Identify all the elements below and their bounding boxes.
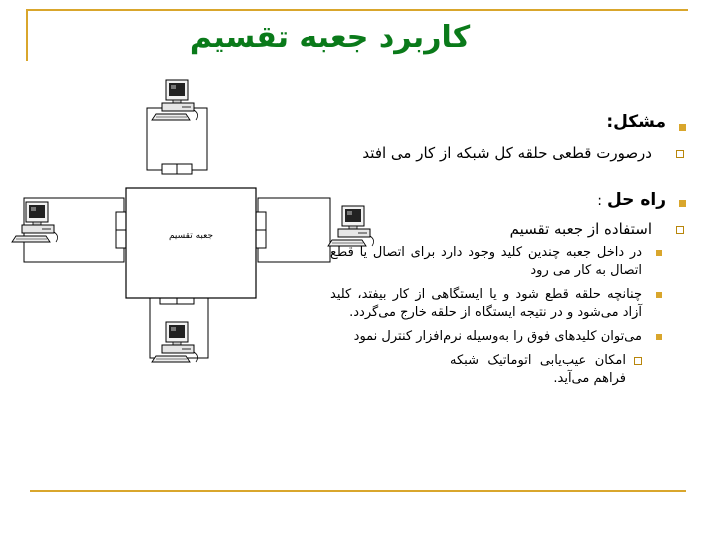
- sub-item: [330, 244, 686, 280]
- solution-heading: راه حل: [607, 190, 666, 210]
- final-item: [330, 352, 686, 388]
- bullet-hollow-icon: [676, 226, 684, 234]
- slide-title: کاربرد جعبه تقسیم: [189, 20, 471, 55]
- frame-bottom-line: [30, 490, 686, 492]
- bullet-square-icon: [656, 292, 662, 298]
- bullet-square-icon: [656, 250, 662, 256]
- hub-label: جعبه تقسیم: [168, 231, 214, 241]
- problem-text-row: [330, 142, 686, 190]
- bullet-hollow-icon: [634, 357, 642, 365]
- problem-row: [330, 112, 686, 142]
- loop-right: [258, 198, 330, 262]
- sub-item-text: چنانچه حلقه قطع شود و یا ایستگاهی از کار بیفتد، کلید آزاد می‌شود و در نتیجه ایستگاه از حلقه خارج می‌گردد.: [330, 287, 642, 320]
- bullet-square-icon: [679, 124, 686, 131]
- slide-content: [330, 112, 686, 388]
- solution-colon: :: [597, 193, 602, 209]
- final-item-text: امکان عیب‌یابی اتوماتیک شبکه فراهم می‌آید.: [450, 353, 626, 386]
- sub-item-text: می‌توان کلیدهای فوق را به‌وسیله نرم‌افزار کنترل نمود: [353, 329, 642, 344]
- computer-top: [152, 80, 198, 120]
- problem-text: درصورت قطعی حلقه کل شبکه از کار می افتد: [362, 144, 652, 162]
- solution-row: [330, 190, 686, 218]
- sub-item-text: در داخل جعبه چندین کلید وجود دارد برای اتصال یا قطع اتصال به کار می رود: [330, 245, 642, 278]
- frame-left-line: [26, 9, 28, 61]
- problem-heading: مشکل:: [606, 112, 666, 132]
- solution-text-row: [330, 218, 686, 244]
- sub-item: [330, 328, 686, 346]
- computer-left: [12, 202, 58, 242]
- frame-top-line: [26, 9, 688, 11]
- bullet-square-icon: [656, 334, 662, 340]
- bullet-hollow-icon: [676, 150, 684, 158]
- network-diagram: [0, 70, 380, 400]
- hub-box: [126, 188, 256, 298]
- sub-item: [330, 286, 686, 322]
- solution-text: استفاده از جعبه تقسیم: [509, 220, 652, 238]
- computer-bottom: [152, 322, 198, 362]
- bullet-square-icon: [679, 200, 686, 207]
